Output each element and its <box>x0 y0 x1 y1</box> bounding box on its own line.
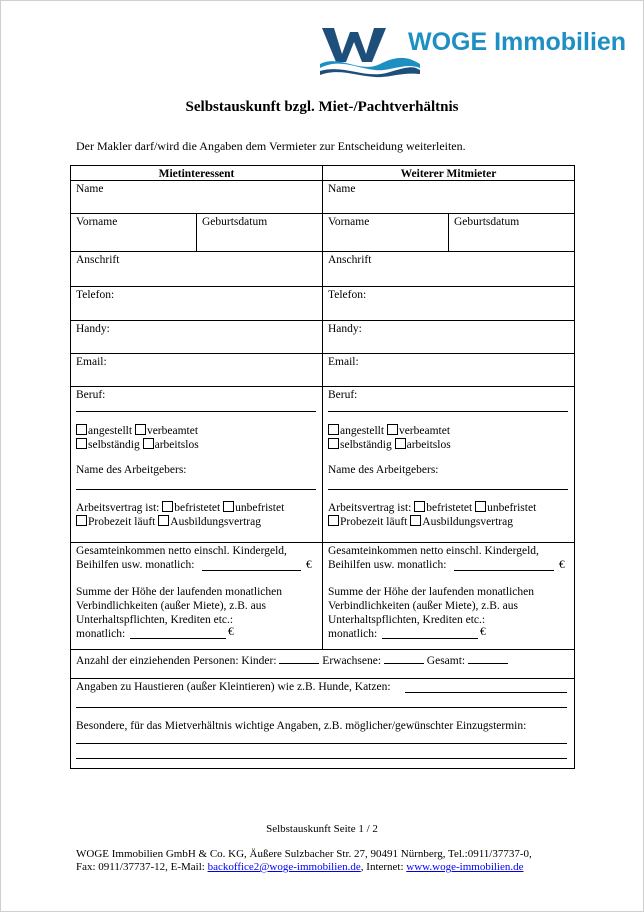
mitmieter-telefon-field[interactable]: Telefon: <box>328 289 367 301</box>
email-link[interactable]: backoffice2@woge-immobilien.de <box>207 861 361 873</box>
arbeitgeber-field[interactable]: Name des Arbeitgebers: <box>76 464 187 476</box>
website-link[interactable]: www.woge-immobilien.de <box>406 861 524 873</box>
header-mietinteressent: Mietinteressent <box>158 168 235 180</box>
beruf-field[interactable]: Beruf: <box>76 389 106 401</box>
vorname-field[interactable]: Vorname <box>76 216 118 228</box>
checkbox-unbefristet[interactable] <box>223 501 234 512</box>
verbindlichkeiten-input[interactable] <box>130 638 226 639</box>
mitmieter-beruf-field[interactable]: Beruf: <box>328 389 358 401</box>
column-divider <box>322 166 323 649</box>
checkbox-befristet[interactable] <box>162 501 173 512</box>
mitmieter-checkbox-arbeitslos[interactable] <box>395 438 406 449</box>
mitmieter-email-field[interactable]: Email: <box>328 356 359 368</box>
checkbox-verbeamtet[interactable] <box>135 424 146 435</box>
besondere-input[interactable] <box>76 743 567 744</box>
haustiere-label: Angaben zu Haustieren (außer Kleintieren) wie z.B. Hunde, Katzen: <box>76 681 391 693</box>
logo-text: WOGE Immobilien <box>408 28 627 56</box>
mitmieter-name-field[interactable]: Name <box>328 183 356 195</box>
gesamt-input[interactable] <box>468 653 508 664</box>
telefon-field[interactable]: Telefon: <box>76 289 115 301</box>
mitmieter-einkommen-input[interactable] <box>454 570 554 571</box>
checkbox-probezeit[interactable] <box>76 515 87 526</box>
mitmieter-arbeitgeber-field[interactable]: Name des Arbeitgebers: <box>328 464 439 476</box>
kinder-input[interactable] <box>279 653 319 664</box>
mitmieter-checkbox-angestellt[interactable] <box>328 424 339 435</box>
haustiere-input[interactable] <box>405 692 567 693</box>
header-mitmieter: Weiterer Mitmieter <box>400 168 497 180</box>
checkbox-arbeitslos[interactable] <box>143 438 154 449</box>
page-number: Selbstauskunft Seite 1 / 2 <box>266 823 378 835</box>
page-title: Selbstauskunft bzgl. Miet-/Pachtverhältnis <box>185 99 459 115</box>
erwachsene-input[interactable] <box>384 653 424 664</box>
company-logo <box>320 22 627 78</box>
mitmieter-geburtsdatum-field[interactable]: Geburtsdatum <box>454 216 520 228</box>
mitmieter-verbindlichkeiten-input[interactable] <box>382 638 478 639</box>
checkbox-selbstaendig[interactable] <box>76 438 87 449</box>
mitmieter-checkbox-probezeit[interactable] <box>328 515 339 526</box>
geburtsdatum-field[interactable]: Geburtsdatum <box>202 216 268 228</box>
mitmieter-checkbox-befristet[interactable] <box>414 501 425 512</box>
mitmieter-handy-field[interactable]: Handy: <box>328 323 362 335</box>
footer: WOGE Immobilien GmbH & Co. KG, Äußere Sulzbacher Str. 27, 90491 Nürnberg, Tel.:0911/37737-0, Fax: 0911/37737-12, E-Mail: backoffice2@woge-immobilien.de, Internet: www.woge-immobilien.de <box>76 848 532 873</box>
anschrift-field[interactable]: Anschrift <box>76 254 120 266</box>
intro-text: Der Makler darf/wird die Angaben dem Vermieter zur Entscheidung weiterleiten. <box>76 139 466 153</box>
checkbox-angestellt[interactable] <box>76 424 87 435</box>
mitmieter-anschrift-field[interactable]: Anschrift <box>328 254 372 266</box>
mitmieter-checkbox-unbefristet[interactable] <box>475 501 486 512</box>
name-field[interactable]: Name <box>76 183 104 195</box>
einkommen-input[interactable] <box>202 570 301 571</box>
wave-logo-icon <box>320 22 420 78</box>
handy-field[interactable]: Handy: <box>76 323 110 335</box>
email-field[interactable]: Email: <box>76 356 107 368</box>
mitmieter-checkbox-verbeamtet[interactable] <box>387 424 398 435</box>
mitmieter-checkbox-selbstaendig[interactable] <box>328 438 339 449</box>
checkbox-ausbildung[interactable] <box>158 515 169 526</box>
mitmieter-checkbox-ausbildung[interactable] <box>410 515 421 526</box>
besondere-label: Besondere, für das Mietverhältnis wichtige Angaben, z.B. möglicher/gewünschter Einzugstermin: <box>76 720 527 732</box>
mitmieter-vorname-field[interactable]: Vorname <box>328 216 370 228</box>
form-table: Mietinteressent Weiterer Mitmieter Name Vorname Geburtsdatum Anschrift Telefon: Handy: Email: Beruf: angestellt verbeamtet selbständig arbeitslos Name des Arbeitgebers: Arbeitsvertrag ist: befristetet unbefristet Probezeit läuft Ausbildungsvertrag Gesamteinkommen netto einschl. Kindergeld, Beihilfen usw. monatlich: € Summe der Höhe der laufenden monatlichen Verbindlichkeiten (außer Miete), z.B. aus Unterhaltspflichten, Krediten etc.: monatlich: € Name Vorname Geburtsdatum Anschrift Telefon: Handy: Email: Beruf: angestellt verbeamtet selbständig arbeitslos Name des Arbeitgebers: Arbeitsvertrag ist: befristetet unbefristet Probezeit läuft Ausbildungsvertrag Gesamteinkommen netto einschl. Kindergeld, Beihilfen usw. monatlich: € Summe der Höhe der laufenden monatlichen Verbindlichkeiten (außer Miete), z.B. aus Unterhaltspflichten, Krediten etc.: monatlich: € Anzahl der einziehenden Personen: Kinder: Erwachsene: Gesamt: Angaben zu Haustieren (außer Kleintieren) wie z.B. Hunde, Katzen: Besondere, für das Mietverhältnis wichtige Angaben, z.B. möglicher/gewünschter Einzugstermin: <box>70 165 575 769</box>
